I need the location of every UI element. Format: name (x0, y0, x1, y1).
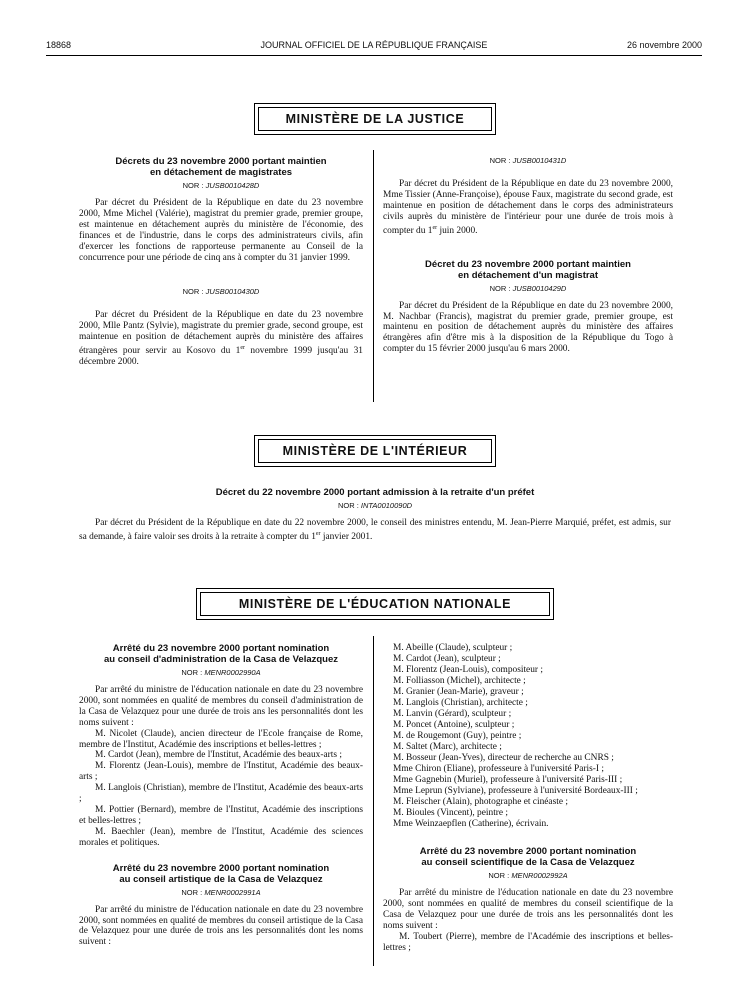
member-entry: M. Cardot (Jean), sculpteur ; (393, 654, 501, 664)
nor-reference: NOR : MENR0002992A (488, 871, 568, 880)
nor-reference: NOR : JUSB0010429D (489, 283, 567, 293)
member-entry: Mme Leprun (Sylviane), professeure à l'université Bordeaux-III ; (393, 786, 638, 796)
arrete-title: Arrêté du 23 novembre 2000 portant nomination (112, 643, 330, 654)
issue-date: 26 novembre 2000 (626, 40, 702, 50)
education-left-column (79, 643, 363, 948)
decree-body: Par décret du Président de la République en date du 23 novembre 2000, Mme Tissier (Anne-Françoise), épouse Faux, magistrate du second grade, est maintenue en position de détachement dans le corps des administrateurs civils auprès du ministère de l'intérieur pour une durée de trois mois à compter du 1er juin 2000. (383, 179, 673, 236)
nor-reference: NOR : JUSB0010428D (182, 181, 260, 190)
ministry-heading-justice: MINISTÈRE DE LA JUSTICE (258, 107, 492, 131)
member-entry: M. Langlois (Christian), architecte ; (393, 698, 528, 708)
arrete-title: Arrêté du 23 novembre 2000 portant nomination (112, 862, 330, 874)
member-entry: M. Pottier (Bernard), membre de l'Institut, Académie des inscriptions et belles-lettres ; (79, 804, 363, 826)
interieur-section (79, 487, 671, 543)
decree-body: Par décret du Président de la République en date du 23 novembre 2000, Mlle Pantz (Sylvie), magistrate du premier grade, second groupe, est maintenue en position de détachement auprès du ministère des affaires étrangères pour servir au Kosovo du 1er novembre 1999 jusqu'au 31 décembre 2000. (79, 310, 363, 368)
ministry-heading-education: MINISTÈRE DE L'ÉDUCATION NATIONALE (200, 592, 550, 616)
member-entry: M. Granier (Jean-Marie), graveur ; (393, 687, 524, 697)
header-rule (46, 55, 702, 56)
decree-body: Par décret du Président de la République en date du 22 novembre 2000, le conseil des ministres entendu, M. Jean-Pierre Marquié, préfet, est admis, sur sa demande, à faire valoir ses droits à la retraite à compter du 1er janvier 2001. (79, 518, 671, 543)
nor-reference: NOR : MENR0002991A (181, 887, 261, 897)
member-entry: Mme Gagnebin (Muriel), professeure à l'université Paris-III ; (393, 775, 623, 785)
decree-title: en détachement d'un magistrat (457, 269, 599, 281)
arrete-title: au conseil artistique de la Casa de Velazquez (119, 873, 323, 885)
decree-title: Décret du 22 novembre 2000 portant admission à la retraite d'un préfet (215, 487, 535, 498)
arrete-intro: Par arrêté du ministre de l'éducation nationale en date du 23 novembre 2000, sont nommées en qualité de membres du conseil artistique de la Casa de Velazquez pour une durée de trois ans les personnalités dont les noms suivent : (79, 904, 363, 948)
decree-title: Décrets du 23 novembre 2000 portant maintien (115, 156, 327, 167)
education-right-column (393, 643, 673, 830)
member-entry: M. Langlois (Christian), membre de l'Institut, Académie des beaux-arts ; (79, 783, 363, 805)
member-entry: M. Baechler (Jean), membre de l'Institut, Académie des sciences morales et politiques. (79, 826, 363, 848)
arrete-title: au conseil d'administration de la Casa de Velazquez (103, 654, 339, 665)
member-entry: Mme Chiron (Eliane), professeure à l'université Paris-I ; (393, 764, 605, 774)
column-divider (373, 150, 374, 402)
member-entry: M. Florentz (Jean-Louis), membre de l'Institut, Académie des beaux-arts ; (79, 761, 363, 783)
nor-reference: NOR : JUSB0010430D (182, 287, 260, 297)
decree-body: Par décret du Président de la République en date du 23 novembre 2000, M. Nachbar (Francis), magistrat du premier grade, premier groupe, est maintenu en position de détachement auprès du ministère des affaires étrangères afin d'être mis à la disposition de la République du Togo à compter du 15 février 2000 jusqu'au 6 mars 2000. (383, 300, 673, 355)
member-entry: M. de Rougemont (Guy), peintre ; (393, 731, 522, 741)
member-entry: M. Cardot (Jean), membre de l'Institut, Académie des beaux-arts ; (95, 750, 342, 761)
justice-left-column (79, 156, 363, 368)
justice-right-column (383, 156, 673, 355)
page-number: 18868 (46, 40, 72, 50)
decree-body: Par décret du Président de la République en date du 23 novembre 2000, Mme Michel (Valérie), magistrat du premier grade, premier groupe, est maintenue en détachement auprès du ministère de l'économie, des finances et de l'industrie, dans le corps des administrateurs civils, afin d'exercer les fonctions de rapporteuse permanente au Conseil de la concurrence pour une période de cinq ans à compter du 31 janvier 1999. (79, 198, 363, 263)
arrete-title: au conseil scientifique de la Casa de Velazquez (421, 857, 635, 868)
decree-title: Décret du 23 novembre 2000 portant maintien (425, 258, 631, 270)
member-entry: M. Saltet (Marc), architecte ; (393, 742, 502, 752)
member-entry: M. Bosseur (Jean-Yves), directeur de recherche au CNRS ; (393, 753, 614, 763)
member-entry: M. Toubert (Pierre), membre de l'Académie des inscriptions et belles-lettres ; (383, 931, 673, 953)
education-right-column-arrete3 (383, 846, 673, 953)
member-entry: M. Poncet (Antoine), sculpteur ; (393, 720, 515, 730)
member-entry: M. Folliasson (Michel), architecte ; (393, 676, 526, 686)
member-entry: M. Florentz (Jean-Louis), compositeur ; (393, 665, 543, 675)
journal-title: JOURNAL OFFICIEL DE LA RÉPUBLIQUE FRANÇAISE (260, 40, 488, 50)
member-entry: M. Fleischer (Alain), photographe et cinéaste ; (393, 797, 568, 807)
member-entry: M. Nicolet (Claude), ancien directeur de l'Ecole française de Rome, membre de l'Institut, Académie des inscriptions et belles-lettres ; (79, 728, 363, 750)
nor-reference: NOR : JUSB0010431D (489, 156, 567, 165)
nor-reference: NOR : MENR0002990A (181, 668, 261, 677)
arrete-intro: Par arrêté du ministre de l'éducation nationale en date du 23 novembre 2000, sont nommées en qualité de membres du conseil d'administration de la Casa de Velazquez pour une durée de trois ans les personnalités dont les noms suivent : (79, 685, 363, 728)
member-entry: M. Lanvin (Gérard), sculpteur ; (393, 709, 512, 719)
nor-reference: NOR : INTA0010090D (337, 501, 413, 510)
ministry-heading-interieur: MINISTÈRE DE L'INTÉRIEUR (258, 439, 492, 463)
member-entry: Mme Weinzaepflen (Catherine), écrivain. (393, 819, 549, 829)
member-entry: M. Abeille (Claude), sculpteur ; (393, 643, 513, 653)
arrete-title: Arrêté du 23 novembre 2000 portant nomination (419, 846, 637, 857)
column-divider (373, 636, 374, 966)
decree-title: en détachement de magistrates (149, 167, 293, 178)
member-entry: M. Bioules (Vincent), peintre ; (393, 808, 509, 818)
arrete-intro: Par arrêté du ministre de l'éducation nationale en date du 23 novembre 2000, sont nommées en qualité de membres du conseil scientifique de la Casa de Velazquez pour une durée de trois ans les personnalités dont les noms suivent : (383, 888, 673, 931)
